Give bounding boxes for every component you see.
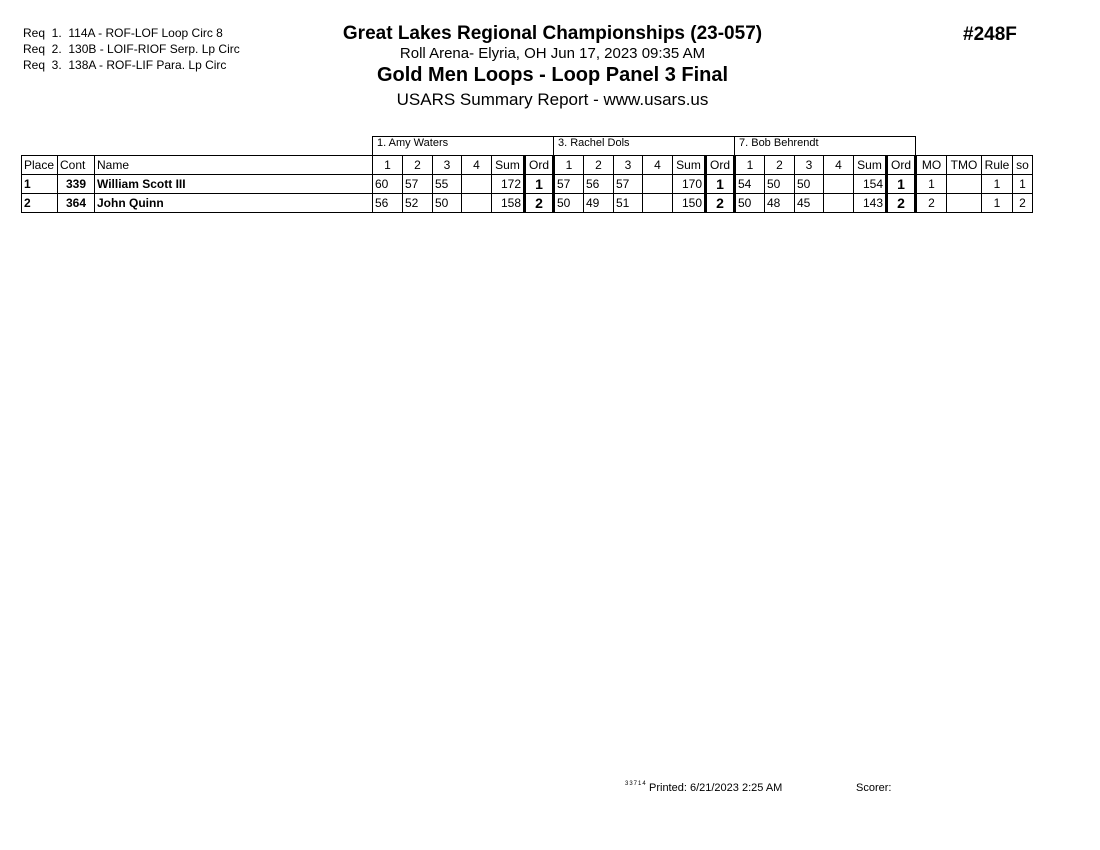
venue-datetime: Roll Arena- Elyria, OH Jun 17, 2023 09:35 AM — [399, 45, 706, 62]
score-cell: 57 — [614, 175, 643, 194]
place-cell: 1 — [22, 175, 58, 194]
tmo-cell — [947, 175, 982, 194]
col-place: Place — [22, 156, 58, 175]
col-j2-s3: 3 — [614, 156, 643, 175]
col-j2-s2: 2 — [584, 156, 614, 175]
score-cell: 48 — [765, 194, 795, 213]
col-j3-s3: 3 — [795, 156, 824, 175]
score-cell: 51 — [614, 194, 643, 213]
col-so: so — [1013, 156, 1033, 175]
sum-cell: 158 — [492, 194, 525, 213]
sum-cell: 150 — [673, 194, 706, 213]
col-j2-s1: 1 — [554, 156, 584, 175]
score-cell: 54 — [735, 175, 765, 194]
sum-cell: 143 — [854, 194, 887, 213]
col-j3-ord: Ord — [887, 156, 916, 175]
so-cell: 1 — [1013, 175, 1033, 194]
score-cell: 45 — [795, 194, 824, 213]
col-j3-s2: 2 — [765, 156, 795, 175]
so-cell: 2 — [1013, 194, 1033, 213]
col-j3-s4: 4 — [824, 156, 854, 175]
ord-cell: 2 — [525, 194, 554, 213]
ord-cell: 2 — [706, 194, 735, 213]
col-j1-ord: Ord — [525, 156, 554, 175]
mo-cell: 2 — [916, 194, 947, 213]
judge-header-row — [22, 137, 1033, 156]
col-j1-sum: Sum — [492, 156, 525, 175]
col-j3-sum: Sum — [854, 156, 887, 175]
rule-cell: 1 — [982, 175, 1013, 194]
score-cell: 49 — [584, 194, 614, 213]
col-cont: Cont — [58, 156, 95, 175]
score-cell — [824, 194, 854, 213]
col-mo: MO — [916, 156, 947, 175]
score-cell: 56 — [584, 175, 614, 194]
requirement-1: Req 1. 114A - ROF-LOF Loop Circ 8 — [23, 26, 223, 40]
score-cell — [462, 194, 492, 213]
col-tmo: TMO — [947, 156, 982, 175]
score-cell: 50 — [735, 194, 765, 213]
results-table — [21, 136, 1033, 213]
sum-cell: 172 — [492, 175, 525, 194]
name-cell: John Quinn — [95, 194, 373, 213]
table-row — [22, 194, 1033, 213]
requirements-list — [23, 25, 240, 73]
score-cell: 50 — [765, 175, 795, 194]
judge-name-3: 7. Bob Behrendt — [735, 137, 916, 156]
score-cell: 50 — [433, 194, 462, 213]
score-cell — [643, 175, 673, 194]
judge-name-2: 3. Rachel Dols — [554, 137, 735, 156]
col-j1-s1: 1 — [373, 156, 403, 175]
score-cell: 52 — [403, 194, 433, 213]
ord-cell: 1 — [887, 175, 916, 194]
col-name: Name — [95, 156, 373, 175]
tmo-cell — [947, 194, 982, 213]
cont-cell: 339 — [58, 175, 95, 194]
mo-cell: 1 — [916, 175, 947, 194]
score-cell — [643, 194, 673, 213]
judge-name-1: 1. Amy Waters — [373, 137, 554, 156]
col-j2-ord: Ord — [706, 156, 735, 175]
score-cell — [462, 175, 492, 194]
col-j1-s3: 3 — [433, 156, 462, 175]
name-cell: William Scott III — [95, 175, 373, 194]
competition-title: Great Lakes Regional Championships (23-057) — [342, 23, 763, 44]
table-row — [22, 175, 1033, 194]
event-number: #248F — [963, 24, 1017, 45]
event-title: Gold Men Loops - Loop Panel 3 Final — [376, 64, 729, 86]
col-j2-sum: Sum — [673, 156, 706, 175]
score-cell: 57 — [403, 175, 433, 194]
requirement-3: Req 3. 138A - ROF-LIF Para. Lp Circ — [23, 58, 227, 72]
scorer-label: Scorer: — [856, 782, 892, 794]
sum-cell: 154 — [854, 175, 887, 194]
score-cell — [824, 175, 854, 194]
sum-cell: 170 — [673, 175, 706, 194]
score-cell: 50 — [795, 175, 824, 194]
score-cell: 56 — [373, 194, 403, 213]
rule-cell: 1 — [982, 194, 1013, 213]
col-rule: Rule — [982, 156, 1013, 175]
score-cell: 50 — [554, 194, 584, 213]
score-cell: 60 — [373, 175, 403, 194]
place-cell: 2 — [22, 194, 58, 213]
printed-timestamp: Printed: 6/21/2023 2:25 AM — [649, 782, 783, 794]
ord-cell: 1 — [525, 175, 554, 194]
col-j2-s4: 4 — [643, 156, 673, 175]
report-subtitle: USARS Summary Report - www.usars.us — [396, 90, 709, 109]
score-cell: 57 — [554, 175, 584, 194]
report-code: 33714 — [625, 781, 647, 787]
cont-cell: 364 — [58, 194, 95, 213]
requirement-2: Req 2. 130B - LOIF-RIOF Serp. Lp Circ — [23, 42, 240, 56]
col-j1-s4: 4 — [462, 156, 492, 175]
ord-cell: 2 — [887, 194, 916, 213]
col-j3-s1: 1 — [735, 156, 765, 175]
column-header-row — [22, 156, 1033, 175]
score-cell: 55 — [433, 175, 462, 194]
col-j1-s2: 2 — [403, 156, 433, 175]
ord-cell: 1 — [706, 175, 735, 194]
